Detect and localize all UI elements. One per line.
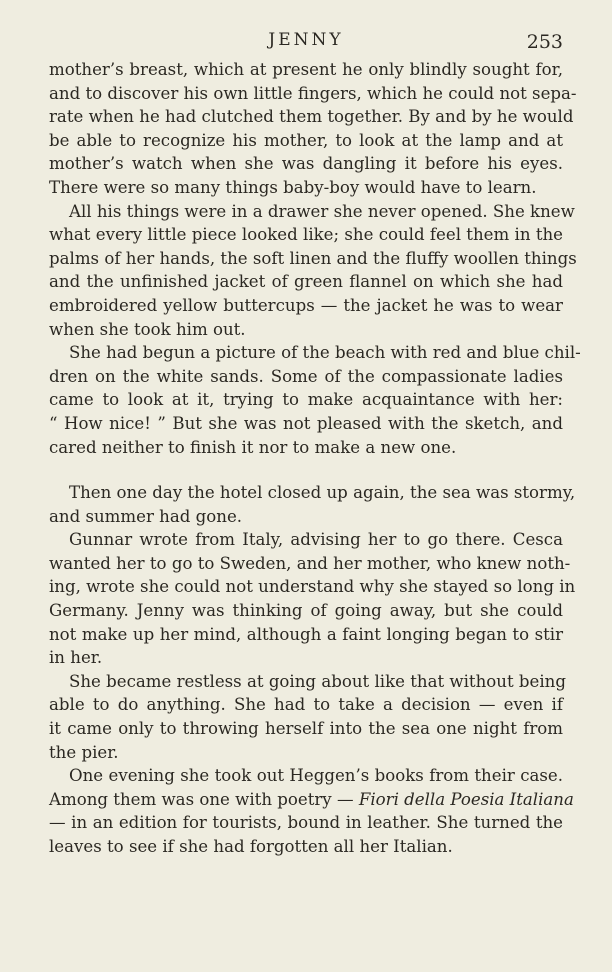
text-line: it came only to throwing herself into the sea one night from: [49, 719, 563, 739]
text-line: leaves to see if she had forgotten all her Italian.: [49, 837, 453, 856]
text-line: She became restless at going about like that without being: [69, 671, 566, 691]
text-line: able to do anything. She had to take a decision — even if: [49, 695, 563, 715]
text-line: Then one day the hotel closed up again, the sea was stormy,: [69, 483, 576, 503]
text-line: and the unfinished jacket of green flannel on which she had: [49, 272, 563, 292]
text-line: and summer had gone.: [49, 506, 243, 526]
paragraph: [49, 58, 577, 200]
text-line: the pier.: [49, 742, 119, 762]
text-line: All his things were in a drawer she never opened. She knew: [69, 201, 575, 221]
text-line: be able to recognize his mother, to look at the lamp and at: [49, 130, 563, 150]
text-line: [49, 788, 574, 812]
text-line: dren on the white sands. Some of the compassionate ladies: [49, 366, 563, 386]
text-line: cared neither to finish it nor to make a new one.: [49, 437, 457, 457]
text-line: Germany. Jenny was thinking of going away, but she could: [49, 601, 563, 621]
paragraph: [49, 670, 566, 764]
text-line: in her.: [49, 648, 103, 668]
page-number: 253: [526, 31, 563, 53]
text-line: She had begun a picture of the beach with red and blue chil-: [69, 343, 581, 363]
text-line: — in an edition for tourists, bound in leather. She turned the: [49, 813, 563, 833]
text-line: mother’s watch when she was dangling it before his eyes.: [49, 154, 563, 174]
text-line: ing, wrote she could not understand why she stayed so long in: [49, 577, 576, 597]
paragraph: [49, 341, 581, 459]
text-line: mother’s breast, which at present he only blindly sought for,: [49, 60, 563, 79]
text-line: Gunnar wrote from Italy, advising her to go there. Cesca: [69, 530, 563, 550]
text-line: embroidered yellow buttercups — the jacket he was to wear: [49, 295, 563, 315]
book-title: Fiori della Poesia Italiana: [358, 789, 574, 809]
section-break: [49, 459, 563, 481]
text-line: One evening she took out Heggen’s books from their case.: [69, 766, 563, 786]
text-line: came to look at it, trying to make acquaintance with her:: [49, 390, 563, 410]
paragraph: [49, 200, 577, 342]
paragraph: [49, 764, 574, 858]
text-line: wanted her to go to Sweden, and her mother, who knew noth-: [49, 553, 571, 573]
text-line: palms of her hands, the soft linen and the fluffy woollen things: [49, 248, 577, 268]
body-text: [49, 58, 581, 859]
text-line: not make up her mind, although a faint longing began to stir: [49, 624, 563, 644]
paragraph: [49, 528, 576, 670]
text-line: and to discover his own little fingers, which he could not sepa-: [49, 83, 577, 103]
text-line: what every little piece looked like; she could feel them in the: [49, 225, 563, 245]
text-line: There were so many things baby-boy would have to learn.: [49, 177, 537, 197]
text-fragment: Among them was one with poetry —: [49, 789, 359, 809]
paragraph: [49, 481, 576, 528]
page-header: [49, 30, 563, 54]
running-title: JENNY: [268, 30, 344, 50]
text-line: rate when he had clutched them together. By and by he would: [49, 107, 574, 127]
text-line: when she took him out.: [49, 319, 246, 339]
text-line: “ How nice! ” But she was not pleased with the sketch, and: [49, 413, 563, 433]
